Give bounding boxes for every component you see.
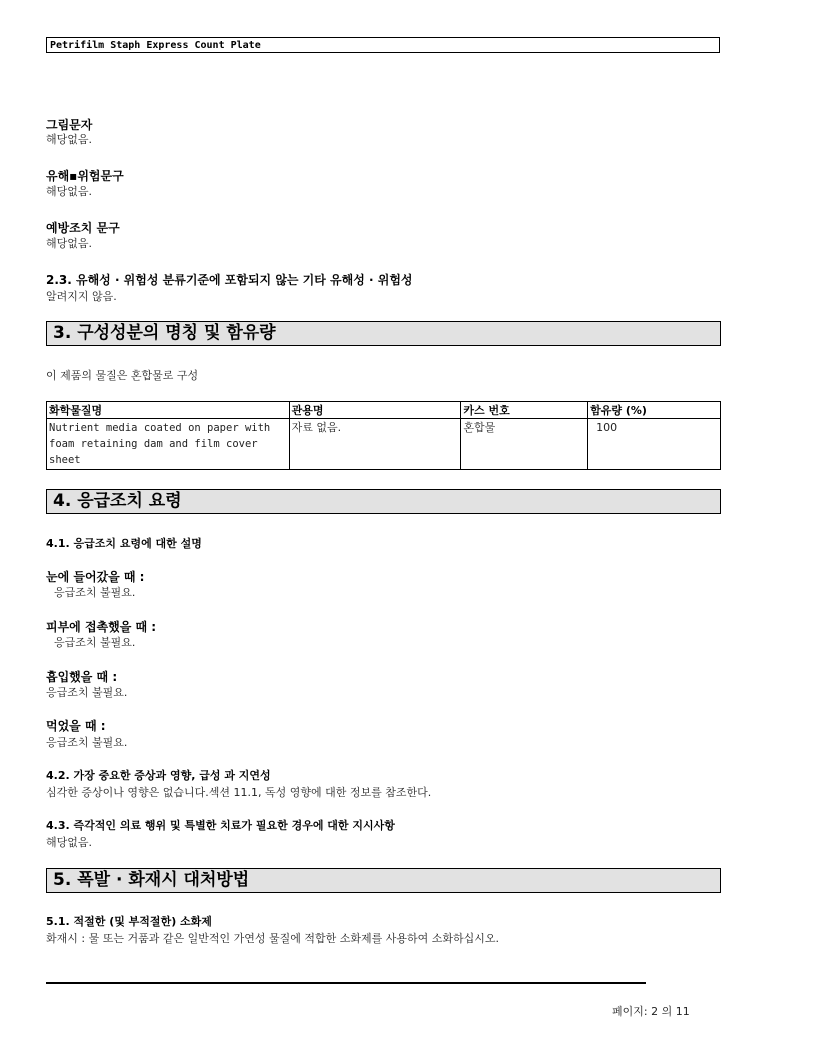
inhalation-text: 응급조치 불필요. (46, 686, 128, 699)
eye-contact-heading: 눈에 들어갔을 때 : (46, 570, 145, 584)
medical-attention-heading: 4.3. 즉각적인 의료 행위 및 특별한 치료가 필요한 경우에 대한 지시사항 (46, 819, 395, 832)
page-number: 페이지: 2 의 11 (612, 1005, 690, 1018)
chemical-name-line-3: sheet (49, 454, 81, 466)
composition-intro: 이 제품의 물질은 혼합물로 구성 (46, 369, 199, 382)
cell-cas-number: 혼합물 (461, 419, 588, 470)
composition-table (46, 401, 721, 470)
symptoms-text: 심각한 증상이나 영향은 없습니다.섹션 11.1, 독성 영향에 대한 정보를 참조한다. (46, 786, 432, 799)
col-cas-number: 카스 번호 (461, 402, 588, 419)
inhalation-heading: 흡입했을 때 : (46, 670, 118, 684)
cell-content: 100 (588, 419, 721, 470)
cell-chemical-name (47, 419, 290, 470)
precaution-text: 해당없음. (46, 237, 93, 250)
chemical-name-line-1: Nutrient media coated on paper with (49, 422, 271, 434)
ingestion-heading: 먹었을 때 : (46, 719, 106, 733)
table-header-row (47, 402, 721, 419)
pictogram-heading: 그림문자 (46, 118, 93, 132)
footer-divider (46, 982, 646, 984)
document-header: Petrifilm Staph Express Count Plate (46, 37, 720, 53)
col-content: 함유량 (%) (588, 402, 721, 419)
skin-contact-text: 응급조치 불필요. (54, 636, 136, 649)
chemical-name-line-2: foam retaining dam and film cover (49, 438, 258, 450)
hazard-statement-heading: 유해▪위험문구 (46, 169, 124, 183)
cell-common-name: 자료 없음. (289, 419, 461, 470)
other-hazards-text: 알려지지 않음. (46, 290, 117, 303)
symptoms-heading: 4.2. 가장 중요한 증상과 영향, 급성 과 지연성 (46, 769, 271, 782)
extinguishing-media-text: 화재시 : 물 또는 거품과 같은 일반적인 가연성 물질에 적합한 소화제를 사용하여 소화하십시오. (46, 932, 499, 945)
skin-contact-heading: 피부에 접촉했을 때 : (46, 620, 157, 634)
pictogram-text: 해당없음. (46, 133, 93, 146)
table-row (47, 419, 721, 470)
section-4-title: 4. 응급조치 요령 (46, 489, 721, 514)
hazard-statement-text: 해당없음. (46, 185, 93, 198)
other-hazards-heading: 2.3. 유해성 · 위험성 분류기준에 포함되지 않는 기타 유해성 · 위험성 (46, 273, 413, 287)
medical-attention-text: 해당없음. (46, 836, 93, 849)
eye-contact-text: 응급조치 불필요. (54, 586, 136, 599)
ingestion-text: 응급조치 불필요. (46, 736, 128, 749)
first-aid-description-heading: 4.1. 응급조치 요령에 대한 설명 (46, 537, 202, 550)
col-chemical-name: 화학물질명 (47, 402, 290, 419)
section-3-title: 3. 구성성분의 명칭 및 함유량 (46, 321, 721, 346)
extinguishing-media-heading: 5.1. 적절한 (및 부적절한) 소화제 (46, 915, 212, 928)
precaution-heading: 예방조치 문구 (46, 221, 120, 235)
section-5-title: 5. 폭발 · 화재시 대처방법 (46, 868, 721, 893)
col-common-name: 관용명 (289, 402, 461, 419)
